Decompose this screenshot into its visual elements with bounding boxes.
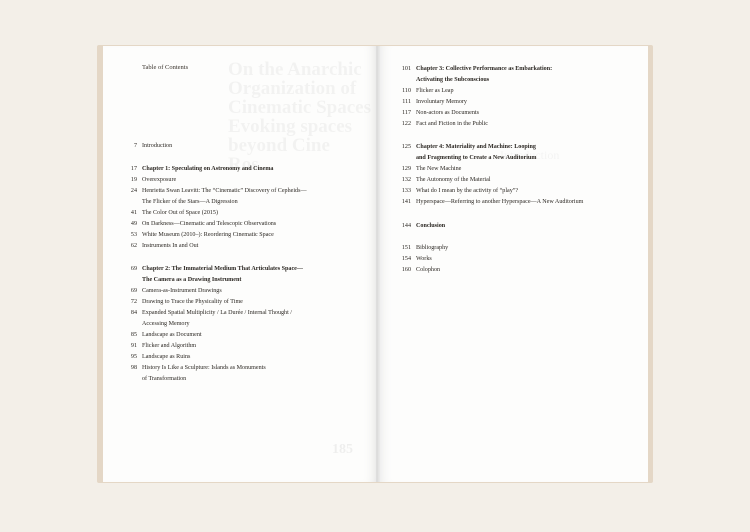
toc-entry xyxy=(401,266,441,274)
toc-title: Non-actors as Documents xyxy=(416,110,479,116)
toc-page-number: 111 xyxy=(402,99,411,105)
toc-page-number: 69 xyxy=(130,288,137,294)
toc-entry xyxy=(401,244,449,252)
toc-entry-continued xyxy=(142,198,238,206)
toc-chapter-entry xyxy=(401,222,446,230)
toc-title: Accessing Memory xyxy=(142,321,190,327)
toc-title: of Transformation xyxy=(142,376,187,382)
toc-title: History Is Like a Sculpture: Islands as Monuments xyxy=(142,365,266,371)
toc-page-number: 144 xyxy=(401,223,411,229)
toc-title: Introduction xyxy=(142,143,173,149)
toc-page-number: 72 xyxy=(130,299,137,305)
toc-page-number: 69 xyxy=(130,266,137,272)
toc-entry xyxy=(130,353,191,361)
toc-title: and Fragmenting to Create a New Auditorium xyxy=(416,155,537,161)
toc-title: Chapter 4: Materiality and Machine: Looping xyxy=(416,144,536,150)
toc-entry xyxy=(130,220,277,228)
toc-page-number: 62 xyxy=(130,243,137,249)
toc-entry xyxy=(130,176,177,184)
toc-entry xyxy=(130,342,197,350)
toc-title: Overexposure xyxy=(142,177,177,183)
toc-page-number: 125 xyxy=(401,144,411,150)
toc-title: Chapter 1: Speculating on Astronomy and Cinema xyxy=(142,166,274,172)
toc-page-number: 160 xyxy=(401,267,411,273)
toc-title: The Autonomy of the Material xyxy=(416,177,491,183)
toc-entry xyxy=(401,165,462,173)
toc-page-number: 53 xyxy=(130,232,137,238)
toc-page-number: 110 xyxy=(402,88,411,94)
toc-page-number: 41 xyxy=(130,210,137,216)
toc-title: What do I mean by the activity of “play”? xyxy=(416,188,519,194)
toc-title: Chapter 2: The Immaterial Medium That Articulates Space— xyxy=(142,266,303,272)
toc-title: Camera-as-Instrument Drawings xyxy=(142,288,222,294)
left-page xyxy=(103,46,378,482)
toc-title: Instruments In and Out xyxy=(142,243,199,249)
toc-entry xyxy=(130,364,266,372)
toc-page-number: 7 xyxy=(133,143,137,149)
toc-page-number: 129 xyxy=(401,166,411,172)
toc-entry xyxy=(401,187,519,195)
toc-entry xyxy=(401,120,488,128)
toc-title: Landscape as Ruins xyxy=(142,354,191,360)
toc-title: Bibliography xyxy=(416,245,449,251)
toc-page-number: 85 xyxy=(130,332,137,338)
show-through-page-number: 185 xyxy=(332,442,353,457)
toc-entry xyxy=(130,298,243,306)
toc-page-number: 133 xyxy=(401,188,411,194)
toc-entry xyxy=(401,198,584,206)
toc-chapter-entry xyxy=(130,265,303,273)
toc-page-number: 122 xyxy=(401,121,411,127)
toc-heading: Table of Contents xyxy=(142,64,189,71)
toc-chapter-entry xyxy=(130,165,274,173)
toc-chapter-entry-continued xyxy=(142,276,241,284)
toc-entry xyxy=(130,231,274,239)
toc-entry xyxy=(130,309,292,317)
toc-entry xyxy=(130,187,307,195)
toc-title: Henrietta Swan Leavitt: The “Cinematic” Discovery of Cepheids— xyxy=(142,188,307,194)
toc-entry-continued xyxy=(142,375,186,383)
toc-title: Expanded Spatial Multiplicity / La Durée / Internal Thought / xyxy=(142,310,292,316)
toc-title: White Museum (2010–): Reordering Cinematic Space xyxy=(142,232,274,238)
toc-title: The New Machine xyxy=(416,166,462,172)
toc-chapter-entry-continued xyxy=(416,76,489,84)
toc-chapter-entry xyxy=(401,65,553,73)
toc-title: Flicker and Algorithm xyxy=(142,343,197,349)
toc-entry xyxy=(130,287,222,295)
toc-title: Activating the Subconscious xyxy=(416,77,490,83)
toc-entry xyxy=(130,209,218,217)
toc-entry-continued xyxy=(142,320,190,328)
toc-page-number: 132 xyxy=(401,177,411,183)
toc-page-number: 151 xyxy=(401,245,411,251)
toc-entry xyxy=(402,98,467,106)
toc-page-number: 98 xyxy=(130,365,137,371)
toc-page-number: 95 xyxy=(130,354,137,360)
toc-page-number: 154 xyxy=(401,256,411,262)
toc-entry xyxy=(130,242,199,250)
toc-page-number: 19 xyxy=(130,177,137,183)
toc-page-number: 84 xyxy=(130,310,137,316)
toc-chapter-entry xyxy=(401,143,536,151)
toc-title: Involuntary Memory xyxy=(416,99,467,105)
toc-page-number: 91 xyxy=(130,343,137,349)
toc-chapter-entry-continued xyxy=(416,154,536,162)
toc-title: On Darkness—Cinematic and Telescopic Observations xyxy=(142,221,277,227)
toc-page-number: 49 xyxy=(130,221,137,227)
toc-page-number: 117 xyxy=(402,110,411,116)
toc-title: Flicker as Leap xyxy=(416,88,454,94)
toc-page-number: 24 xyxy=(130,188,137,194)
toc-page-number: 141 xyxy=(401,199,411,205)
book-gutter xyxy=(376,46,380,482)
toc-title: Works xyxy=(416,256,432,262)
toc-entry xyxy=(402,87,454,95)
toc-title: The Flicker of the Stars—A Digression xyxy=(142,199,238,205)
toc-page-number: 17 xyxy=(130,166,137,172)
toc-entry xyxy=(402,109,479,117)
toc-title: The Color Out of Space (2015) xyxy=(142,210,218,216)
toc-title: Conclusion xyxy=(416,223,446,229)
toc-title: Chapter 3: Collective Performance as Embarkation: xyxy=(416,66,553,72)
toc-title: Colophon xyxy=(416,267,441,273)
toc-title: Hyperspace—Referring to another Hyperspace—A New Auditorium xyxy=(416,199,584,205)
toc-page-number: 101 xyxy=(401,66,411,72)
toc-title: Drawing to Trace the Physicality of Time xyxy=(142,299,243,305)
toc-entry xyxy=(133,142,173,150)
toc-title: Landscape as Document xyxy=(142,332,202,338)
toc-entry xyxy=(130,331,202,339)
toc-title: The Camera as a Drawing Instrument xyxy=(142,277,242,283)
toc-entry xyxy=(401,176,491,184)
toc-entry xyxy=(401,255,432,263)
toc-title: Fact and Fiction in the Public xyxy=(416,121,488,127)
